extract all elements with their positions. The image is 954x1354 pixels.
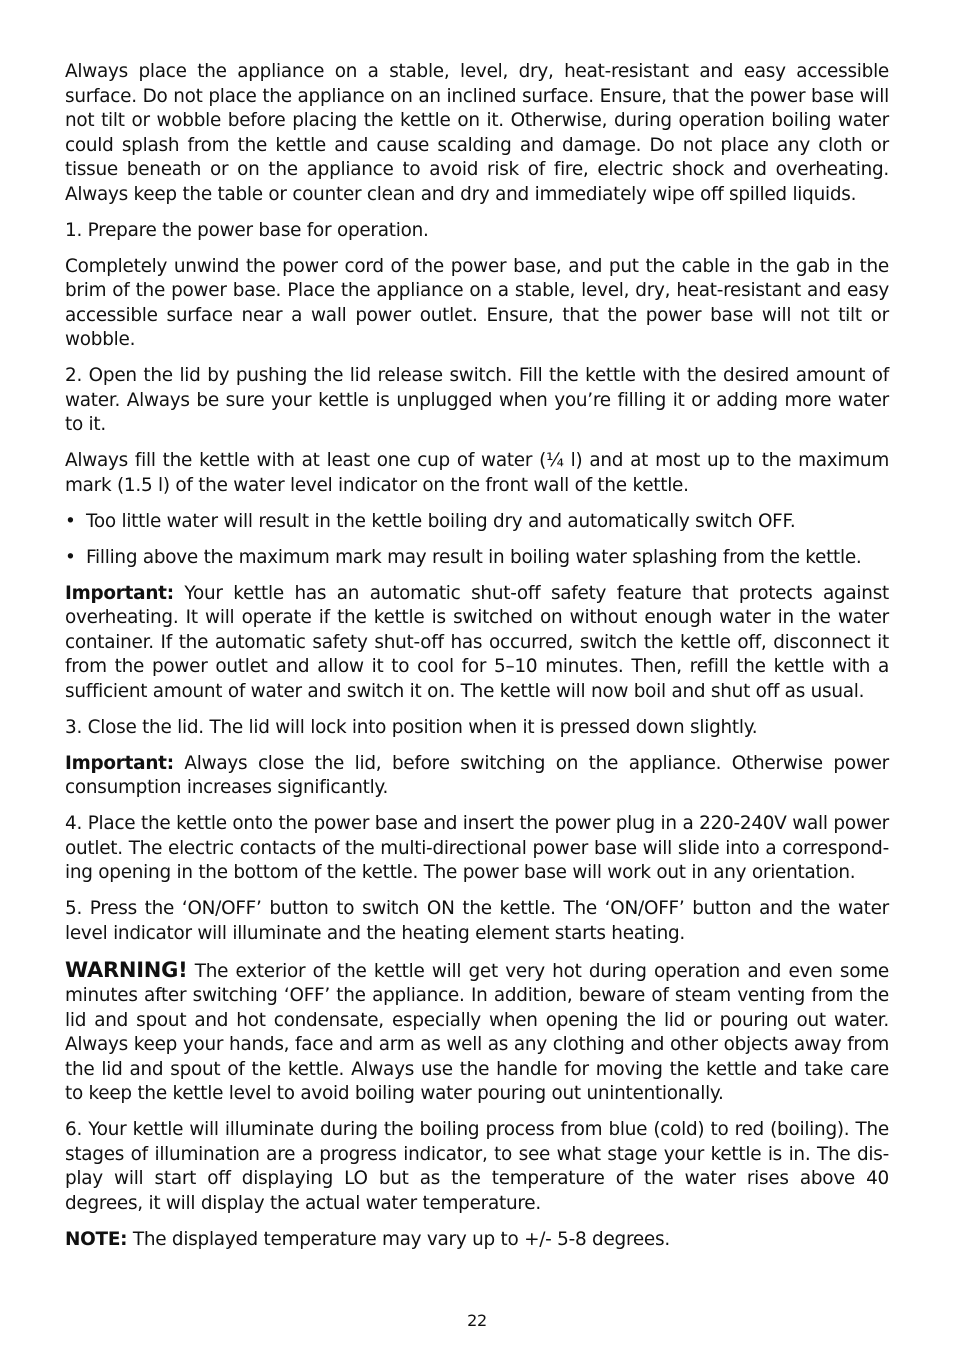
step-text: Place the kettle onto the power base and insert the power plug in a 220-240V wall power outlet. The electric contacts of the multi-directional power base will slide into a correspond-ing opening in the bottom of the kettle. The power base will work out in any orientation. [65, 813, 889, 883]
step-5 [65, 897, 889, 946]
step-text: Your kettle will illuminate during the boiling process from blue (cold) to red (boiling). The stages of illumination are a progress indicator, to see what stage your kettle is in. The dis-play will start off displaying LO but as the temperature of the water rises above 40 degrees, it will display the actual water temperature. [65, 1119, 889, 1214]
step-2 [65, 364, 889, 438]
bullet-text: Too little water will result in the kettle boiling dry and automatically switch OFF. [86, 510, 796, 532]
placement-paragraph: Always place the appliance on a stable, level, dry, heat-resistant and easy accessible surface. Do not place the appliance on an inclined surface. Ensure, that the power base will not tilt or wobble before placing the kettle on it. Otherwise, during operation boiling water could splash from the kettle and cause scalding and damage. Do not place any cloth or tissue beneath or on the appliance to avoid risk of fire, electric shock and overheating. Always keep the table or counter clean and dry and immediately wipe off spilled liquids. [65, 61, 889, 205]
bullet-item [65, 546, 889, 571]
step-number: 5. [65, 898, 83, 919]
warning-label: WARNING! [65, 957, 188, 982]
bullet-item [65, 510, 889, 535]
warning-text: The exterior of the kettle will get very hot during operation and even some minutes after switching ‘OFF’ the appliance. In addition, beware of steam venting from the lid and spout and hot condensate, especially when opening the lid or pouring out water. Always keep your hands, face and arm as well as any clothing and other objects away from the lid and spout of the kettle. Always use the handle for moving the kettle and take care to keep the kettle level to avoid boiling water pouring out unintentionally. [65, 960, 889, 1104]
important-label: Important: [65, 752, 174, 774]
step-number: 6. [65, 1119, 83, 1140]
step-3 [65, 716, 889, 741]
bullet-marker: • [65, 510, 76, 532]
bullet-text: Filling above the maximum mark may result in boiling water splashing from the kettle. [86, 546, 862, 568]
important-text: Always close the lid, before switching on the appliance. Otherwise power consumption increases significantly. [65, 752, 889, 798]
fill-level-paragraph: Always fill the kettle with at least one cup of water (¼ l) and at most up to the maximum mark (1.5 l) of the water level indicator on the front wall of the kettle. [65, 450, 889, 496]
step-text: Prepare the power base for operation. [87, 219, 429, 241]
power-base-paragraph: Completely unwind the power cord of the power base, and put the cable in the gab in the brim of the power base. Place the appliance on a stable, level, dry, heat-resistant and easy accessible surface near a wall power outlet. Ensure, that the power base will not tilt or wobble. [65, 255, 889, 350]
step-4 [65, 812, 889, 886]
bullet-marker: • [65, 546, 76, 568]
step-number: 4. [65, 813, 83, 834]
important-note-lid [65, 752, 889, 801]
step-number: 3. [65, 716, 83, 738]
step-1 [65, 219, 889, 244]
step-6 [65, 1118, 889, 1216]
step-number: 2. [65, 365, 83, 386]
important-note-shutoff [65, 582, 889, 705]
warning-paragraph [65, 958, 889, 1107]
note-text: The displayed temperature may vary up to +/- 5-8 degrees. [132, 1228, 670, 1250]
note-paragraph [65, 1228, 889, 1253]
important-label: Important: [65, 582, 174, 604]
step-text: Open the lid by pushing the lid release switch. Fill the kettle with the desired amount of water. Always be sure your kettle is unplugged when you’re filling it or adding more water to it. [65, 365, 889, 435]
note-label: NOTE: [65, 1228, 128, 1250]
step-text: Close the lid. The lid will lock into position when it is pressed down slightly. [87, 716, 758, 738]
manual-page-body [65, 60, 889, 1264]
step-number: 1. [65, 219, 83, 241]
page-number: 22 [467, 1311, 487, 1330]
important-text: Your kettle has an automatic shut-off safety feature that protects against overheating. It will operate if the kettle is switched on without enough water in the water container. If the automatic safety shut-off has occurred, switch the kettle off, disconnect it from the power outlet and allow it to cool for 5–10 minutes. Then, refill the kettle with a sufficient amount of water and switch it on. The kettle will now boil and shut off as usual. [65, 582, 889, 702]
step-text: Press the ‘ON/OFF’ button to switch ON the kettle. The ‘ON/OFF’ button and the water level indicator will illuminate and the heating element starts heating. [65, 898, 889, 944]
